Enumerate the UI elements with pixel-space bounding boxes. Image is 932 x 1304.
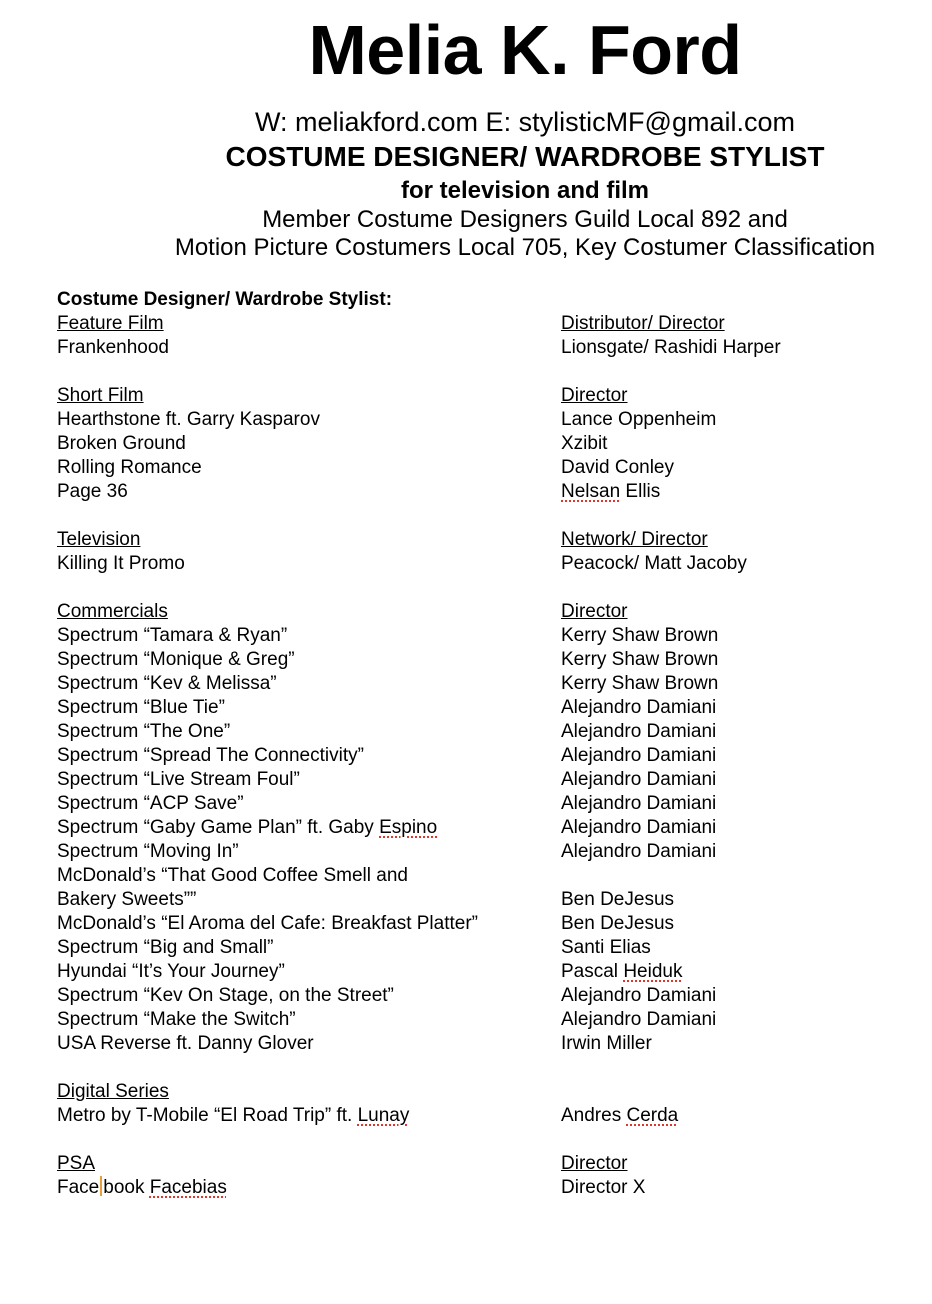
credit-director-rest: Ellis (620, 481, 661, 502)
table-row (57, 336, 917, 360)
credit-director[interactable]: Xzibit (561, 433, 608, 454)
credit-title[interactable]: McDonald’s “That Good Coffee Smell and (57, 865, 408, 886)
credit-director[interactable]: Irwin Miller (561, 1033, 652, 1054)
credit-title[interactable]: Hearthstone ft. Garry Kasparov (57, 409, 320, 430)
credit-director[interactable]: Alejandro Damiani (561, 721, 717, 742)
credit-title[interactable]: Killing It Promo (57, 553, 185, 574)
table-row (57, 456, 917, 480)
spacer (57, 504, 917, 528)
commercials-heading-row (57, 600, 917, 624)
table-row (57, 1104, 917, 1128)
table-row (57, 408, 917, 432)
credit-title[interactable]: Page 36 (57, 481, 128, 502)
credit-title[interactable]: Spectrum “Tamara & Ryan” (57, 625, 288, 646)
credit-director[interactable]: Peacock/ Matt Jacoby (561, 553, 747, 574)
table-row (57, 672, 917, 696)
feature-right-heading[interactable]: Distributor/ Director (561, 313, 725, 334)
credit-director[interactable]: Kerry Shaw Brown (561, 673, 719, 694)
credit-title[interactable]: Spectrum “Blue Tie” (57, 697, 225, 718)
spacer (57, 1056, 917, 1080)
credit-title[interactable]: Rolling Romance (57, 457, 202, 478)
credit-director[interactable]: Alejandro Damiani (561, 697, 717, 718)
table-row (57, 432, 917, 456)
credit-title[interactable]: Broken Ground (57, 433, 186, 454)
credit-director[interactable]: Kerry Shaw Brown (561, 625, 719, 646)
credit-title-start: Face (57, 1177, 100, 1198)
membership-text (0, 206, 932, 262)
credit-director[interactable]: Kerry Shaw Brown (561, 649, 719, 670)
credit-director[interactable]: Alejandro Damiani (561, 769, 717, 790)
credit-title[interactable] (57, 1104, 561, 1128)
credit-director[interactable]: Alejandro Damiani (561, 793, 717, 814)
short-heading[interactable]: Short Film (57, 385, 144, 406)
digital-heading[interactable]: Digital Series (57, 1081, 169, 1102)
table-row (57, 864, 917, 888)
digital-right-heading (561, 1080, 917, 1104)
psa-heading-row (57, 1152, 917, 1176)
membership-line-1: Member Costume Designers Guild Local 892 and (262, 206, 788, 233)
credit-director-start: Pascal (561, 961, 624, 982)
table-row (57, 1176, 917, 1200)
credit-title[interactable]: Spectrum “ACP Save” (57, 793, 244, 814)
credit-director[interactable]: Santi Elias (561, 937, 651, 958)
credit-title[interactable] (57, 1176, 561, 1200)
psa-right-heading[interactable]: Director (561, 1153, 628, 1174)
spacer (57, 1128, 917, 1152)
spellcheck-word[interactable]: Cerda (626, 1105, 679, 1126)
spellcheck-word[interactable]: Lunay (357, 1105, 410, 1126)
credit-title[interactable]: Spectrum “Moving In” (57, 841, 239, 862)
credit-title[interactable]: Bakery Sweets”” (57, 889, 197, 910)
credit-director[interactable]: David Conley (561, 457, 674, 478)
spellcheck-word[interactable]: Nelsan (561, 481, 621, 502)
table-row (57, 912, 917, 936)
spacer (57, 360, 917, 384)
feature-heading-row (57, 312, 917, 336)
credit-director[interactable]: Director X (561, 1177, 646, 1198)
credit-director[interactable]: Alejandro Damiani (561, 817, 717, 838)
short-heading-row (57, 384, 917, 408)
credit-director-start: Andres (561, 1105, 627, 1126)
short-right-heading[interactable]: Director (561, 385, 628, 406)
credits-body (57, 288, 917, 1200)
table-row (57, 888, 917, 912)
digital-heading-row (57, 1080, 917, 1104)
membership-line-2: Motion Picture Costumers Local 705, Key Costumer Classification (174, 234, 876, 261)
table-row (57, 696, 917, 720)
contact-line: W: meliakford.com E: stylisticMF@gmail.com (255, 107, 795, 137)
credit-director[interactable]: Alejandro Damiani (561, 985, 717, 1006)
table-row (57, 624, 917, 648)
table-row (57, 1032, 917, 1056)
credit-title[interactable] (57, 816, 561, 840)
credit-director[interactable]: Lance Oppenheim (561, 409, 717, 430)
credit-title[interactable]: Spectrum “Monique & Greg” (57, 649, 295, 670)
role-title: COSTUME DESIGNER/ WARDROBE STYLIST (225, 141, 825, 172)
table-row (57, 1008, 917, 1032)
spellcheck-word[interactable]: Facebias (149, 1177, 227, 1198)
credit-director[interactable] (561, 960, 917, 984)
section-title[interactable]: Costume Designer/ Wardrobe Stylist: (57, 289, 393, 310)
credit-director[interactable] (561, 1104, 917, 1128)
credit-director[interactable]: Lionsgate/ Rashidi Harper (561, 337, 781, 358)
tv-heading-row (57, 528, 917, 552)
table-row (57, 768, 917, 792)
table-row (57, 552, 917, 576)
table-row (57, 840, 917, 864)
credit-title-start: Metro by T-Mobile “El Road Trip” ft. (57, 1105, 358, 1126)
table-row (57, 984, 917, 1008)
credit-title-middle: book (103, 1177, 150, 1198)
table-row (57, 960, 917, 984)
credit-title[interactable]: Spectrum “Kev On Stage, on the Street” (57, 985, 394, 1006)
credit-title[interactable]: Hyundai “It’s Your Journey” (57, 961, 285, 982)
text-cursor (100, 1176, 102, 1196)
table-row (57, 792, 917, 816)
credit-director[interactable]: Alejandro Damiani (561, 1009, 717, 1030)
credit-director[interactable]: Ben DeJesus (561, 889, 675, 910)
credit-director[interactable]: Alejandro Damiani (561, 745, 717, 766)
credit-director[interactable] (561, 864, 917, 888)
spellcheck-word[interactable]: Espino (379, 817, 438, 838)
page-title: Melia K. Ford (308, 11, 742, 89)
table-row (57, 480, 917, 504)
feature-heading[interactable]: Feature Film (57, 313, 164, 334)
tv-heading[interactable]: Television (57, 529, 141, 550)
credit-title[interactable]: Spectrum “The One” (57, 721, 231, 742)
commercials-right-heading[interactable]: Director (561, 601, 628, 622)
table-row (57, 936, 917, 960)
credit-title[interactable]: USA Reverse ft. Danny Glover (57, 1033, 314, 1054)
spacer (57, 576, 917, 600)
credit-director[interactable]: Alejandro Damiani (561, 841, 717, 862)
table-row (57, 648, 917, 672)
commercials-heading[interactable]: Commercials (57, 601, 168, 622)
medium-subtitle: for television and film (400, 177, 650, 204)
credit-title[interactable]: Frankenhood (57, 337, 169, 358)
credit-title[interactable]: Spectrum “Spread The Connectivity” (57, 745, 364, 766)
spellcheck-word[interactable]: Heiduk (623, 961, 683, 982)
credit-title[interactable]: Spectrum “Make the Switch” (57, 1009, 296, 1030)
tv-right-heading[interactable]: Network/ Director (561, 529, 708, 550)
table-row (57, 744, 917, 768)
credit-title[interactable]: Spectrum “Big and Small” (57, 937, 274, 958)
table-row (57, 816, 917, 840)
psa-heading[interactable]: PSA (57, 1153, 96, 1174)
credit-title-start: Spectrum “Gaby Game Plan” ft. Gaby (57, 817, 380, 838)
credit-director[interactable]: Ben DeJesus (561, 913, 675, 934)
credit-title[interactable]: McDonald’s “El Aroma del Cafe: Breakfast Platter” (57, 913, 478, 934)
credit-title[interactable]: Spectrum “Kev & Melissa” (57, 673, 277, 694)
credit-title[interactable]: Spectrum “Live Stream Foul” (57, 769, 300, 790)
table-row (57, 720, 917, 744)
credit-director[interactable] (561, 480, 917, 504)
